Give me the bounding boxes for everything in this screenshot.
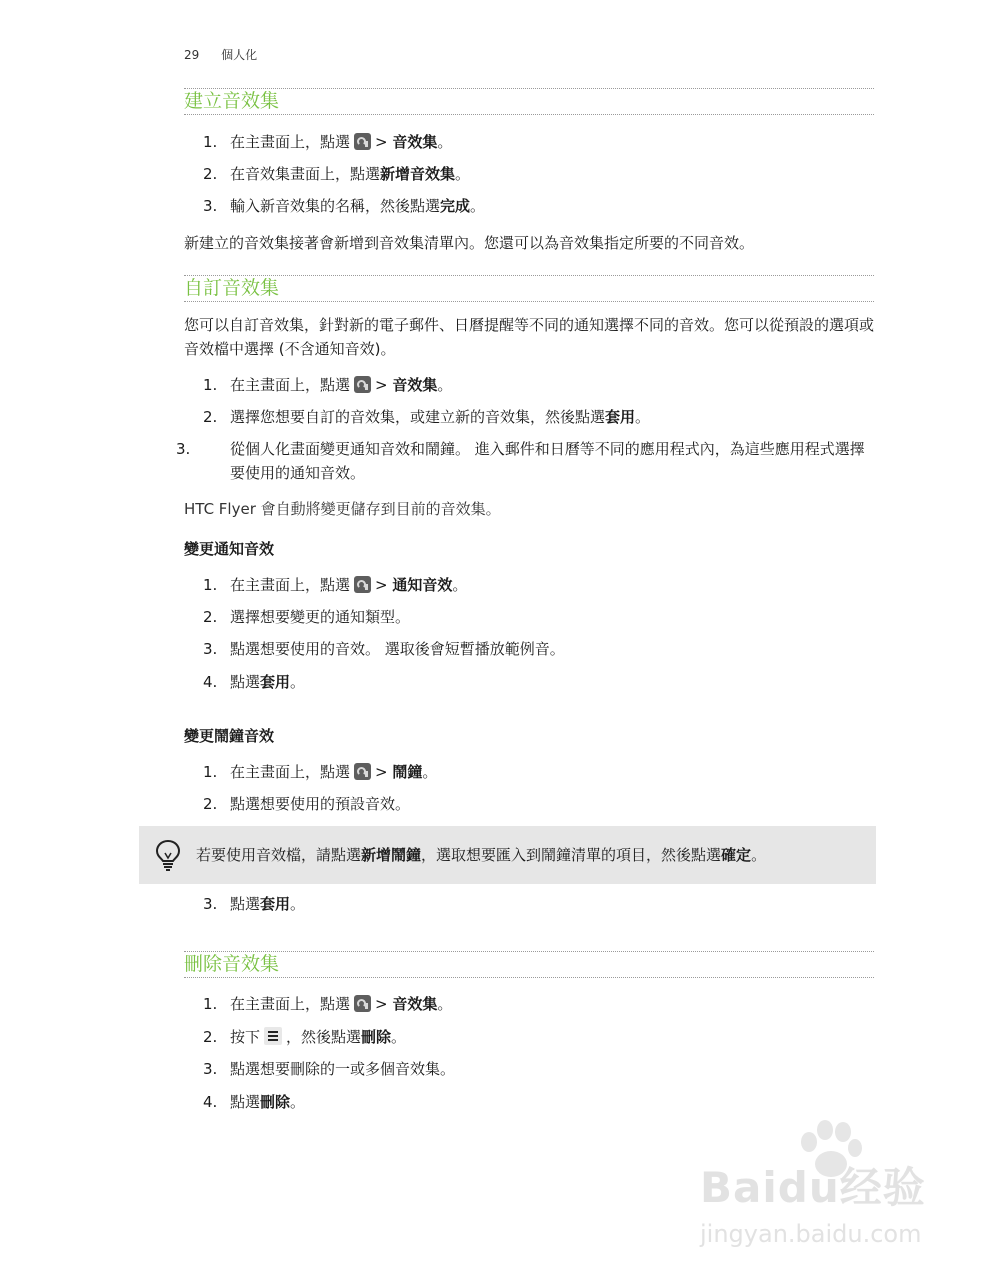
list-item: 4. 點選套用。 <box>203 673 306 691</box>
page-header <box>184 46 257 63</box>
list-item: 3. 點選套用。 <box>203 895 306 913</box>
list-item: 1. 在主畫面上，點選 > 音效集。 <box>203 376 453 394</box>
list-item: 3. 點選想要使用的音效。 選取後會短暫播放範例音。 <box>203 640 565 658</box>
page-number: 29 <box>184 48 200 62</box>
watermark-url: jingyan.baidu.com <box>700 1220 922 1248</box>
sound-set-icon <box>354 133 371 150</box>
tip-box <box>139 826 876 884</box>
list-item: 2. 點選想要使用的預設音效。 <box>203 795 411 813</box>
menu-icon <box>264 1027 282 1045</box>
list-item: 1. 在主畫面上，點選 > 鬧鐘。 <box>203 763 438 781</box>
section-note: 新建立的音效集接著會新增到音效集清單內。您還可以為音效集指定所要的不同音效。 <box>184 234 755 252</box>
sound-set-icon <box>354 376 371 393</box>
list-item: 3. 從個人化畫面變更通知音效和鬧鐘。 進入郵件和日曆等不同的應用程式內，為這些應用程式選擇要使用的通知音效。 <box>176 440 865 482</box>
tip-text: 若要使用音效檔，請點選新增鬧鐘，選取想要匯入到鬧鐘清單的項目，然後點選確定。 <box>196 846 767 864</box>
list-item: 1. 在主畫面上，點選 > 音效集。 <box>203 995 453 1013</box>
lightbulb-icon <box>155 839 181 871</box>
list-item: 3. 輸入新音效集的名稱，然後點選完成。 <box>203 197 486 215</box>
list-item: 1. 在主畫面上，點選 > 音效集。 <box>203 133 453 151</box>
sound-set-icon <box>354 995 371 1012</box>
watermark <box>700 1120 940 1270</box>
section-note: HTC Flyer 會自動將變更儲存到目前的音效集。 <box>184 500 501 518</box>
section-title-customize: 自訂音效集 <box>184 275 874 302</box>
sound-set-icon <box>354 763 371 780</box>
list-item: 2. 在音效集畫面上，點選新增音效集。 <box>203 165 471 183</box>
section-title-delete: 刪除音效集 <box>184 951 874 978</box>
list-item: 3. 點選想要刪除的一或多個音效集。 <box>203 1060 456 1078</box>
subsection-title-notification: 變更通知音效 <box>184 540 275 558</box>
sound-set-icon <box>354 576 371 593</box>
section-intro: 您可以自訂音效集，針對新的電子郵件、日曆提醒等不同的通知選擇不同的音效。您可以從預設的選項或音效檔中選擇 (不含通知音效)。 <box>184 316 875 358</box>
list-item: 2. 選擇想要變更的通知類型。 <box>203 608 411 626</box>
chapter-title: 個人化 <box>221 48 258 62</box>
list-item: 4. 點選刪除。 <box>203 1093 306 1111</box>
section-title-create: 建立音效集 <box>184 88 874 115</box>
list-item: 2. 按下 ，然後點選刪除。 <box>203 1028 407 1046</box>
list-item: 1. 在主畫面上，點選 > 通知音效。 <box>203 576 468 594</box>
list-item: 2. 選擇您想要自訂的音效集，或建立新的音效集，然後點選套用。 <box>203 408 651 426</box>
watermark-logo: Baidu经验 <box>700 1163 926 1212</box>
subsection-title-alarm: 變更鬧鐘音效 <box>184 727 275 745</box>
